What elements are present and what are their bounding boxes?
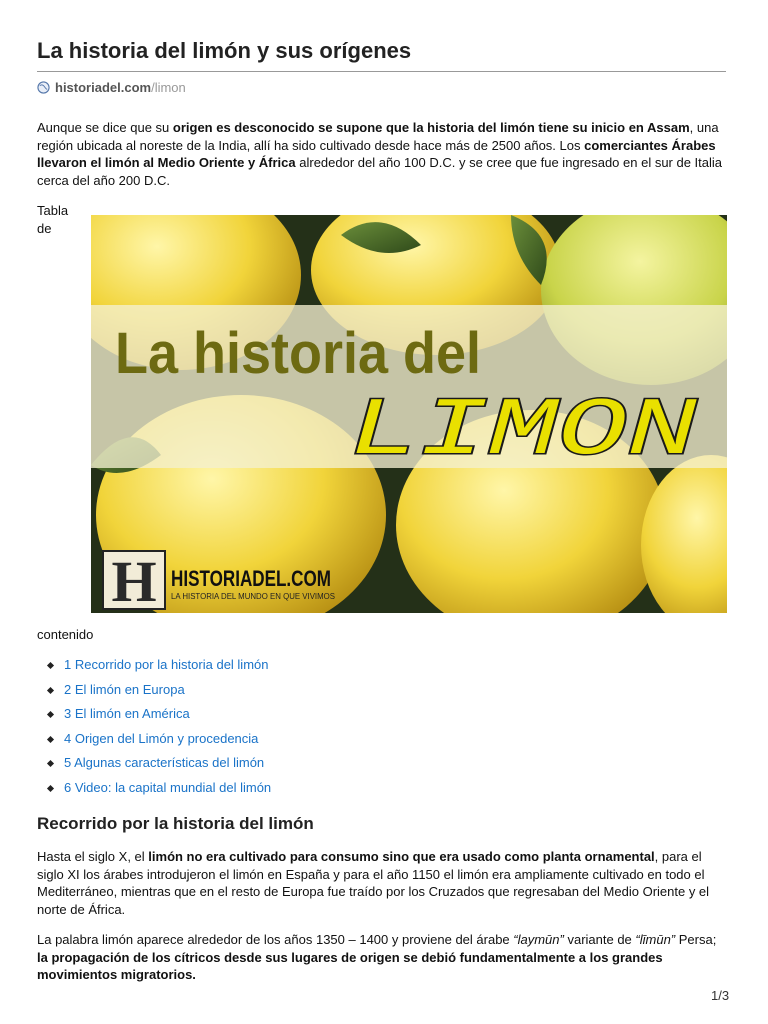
intro-text-2: , una región ubicada al noreste de la India, allí ha sido cultivado desde hace más de 2500 años. Los — [37, 120, 719, 153]
intro-text-1: Aunque se dice que su — [37, 120, 173, 135]
toc-item[interactable] — [37, 705, 271, 730]
toc-label-top: Tabla de — [37, 203, 69, 236]
p1-text-2: , para el siglo XI los árabes introdujeron el limón en España y para el año 1150 el limón era ampliamente cultivado en todo el Mediterráneo, mientras que en el resto de Europa fue traído por los Cruzados que regresaban del Medio Oriente y el norte de África. — [37, 849, 710, 917]
brand-letter: H — [111, 549, 157, 613]
lemons-illustration — [91, 215, 727, 613]
toc-link[interactable]: 4 Origen del Limón y procedencia — [64, 730, 259, 746]
toc-label-bottom: contenido — [37, 627, 94, 642]
hero-title-line2: LIMON — [349, 385, 697, 478]
toc-item[interactable] — [37, 730, 271, 755]
toc-item[interactable] — [37, 681, 271, 706]
brand-tagline: LA HISTORIA DEL MUNDO EN QUE VIVIMOS — [171, 592, 335, 601]
p2-italic-2: “līmūn” — [635, 932, 676, 947]
section-heading: Recorrido por la historia del limón — [37, 814, 314, 833]
brand-name: HISTORIADEL.COM — [171, 566, 331, 591]
toc-item[interactable] — [37, 779, 271, 804]
p2-italic-1: “laymūn” — [513, 932, 564, 947]
p2-bold-1: la propagación de los cítricos desde sus lugares de origen se debió fundamentalmente a los grandes movimientos migratorios. — [37, 949, 663, 982]
p1-text-1: Hasta el siglo X, el — [37, 849, 149, 864]
globe-icon — [37, 81, 50, 94]
table-of-contents — [37, 656, 271, 803]
toc-link[interactable]: 3 El limón en América — [64, 706, 190, 721]
intro-text-3: alrededor del año 100 D.C. y se cree que fue ingresado en el sur de Italia cerca del año 200 D.C. — [37, 155, 723, 188]
source-path: /limon — [151, 80, 186, 95]
p1-bold-1: limón no era cultivado para consumo sino que era usado como planta ornamental — [148, 849, 655, 864]
section-paragraph-2 — [37, 931, 726, 984]
section-paragraph-1 — [37, 848, 726, 918]
page-title: La historia del limón y sus orígenes — [37, 38, 412, 63]
title-divider — [37, 71, 726, 72]
toc-item[interactable] — [37, 754, 271, 779]
source-link[interactable] — [37, 80, 186, 95]
intro-bold-2: comerciantes Árabes llevaron el limón al Medio Oriente y África — [37, 137, 716, 170]
toc-link[interactable]: 5 Algunas características del limón — [64, 755, 265, 770]
intro-paragraph — [37, 119, 726, 189]
p2-text-3: Persa; — [675, 932, 717, 947]
toc-link[interactable]: 1 Recorrido por la historia del limón — [64, 657, 269, 672]
hero-image — [91, 215, 727, 613]
toc-item[interactable] — [37, 656, 271, 681]
page-number: 1/3 — [711, 988, 730, 1003]
hero-title-line1: La historia del — [115, 321, 481, 386]
source-domain: historiadel.com — [55, 80, 152, 95]
p2-text-1: La palabra limón aparece alrededor de los años 1350 – 1400 y proviene del árabe — [37, 932, 514, 947]
intro-bold-1: origen es desconocido se supone que la historia del limón tiene su inicio en Assam — [172, 120, 690, 135]
toc-link[interactable]: 6 Video: la capital mundial del limón — [64, 779, 272, 795]
p2-text-2: variante de — [563, 932, 636, 947]
toc-link[interactable]: 2 El limón en Europa — [64, 681, 185, 697]
